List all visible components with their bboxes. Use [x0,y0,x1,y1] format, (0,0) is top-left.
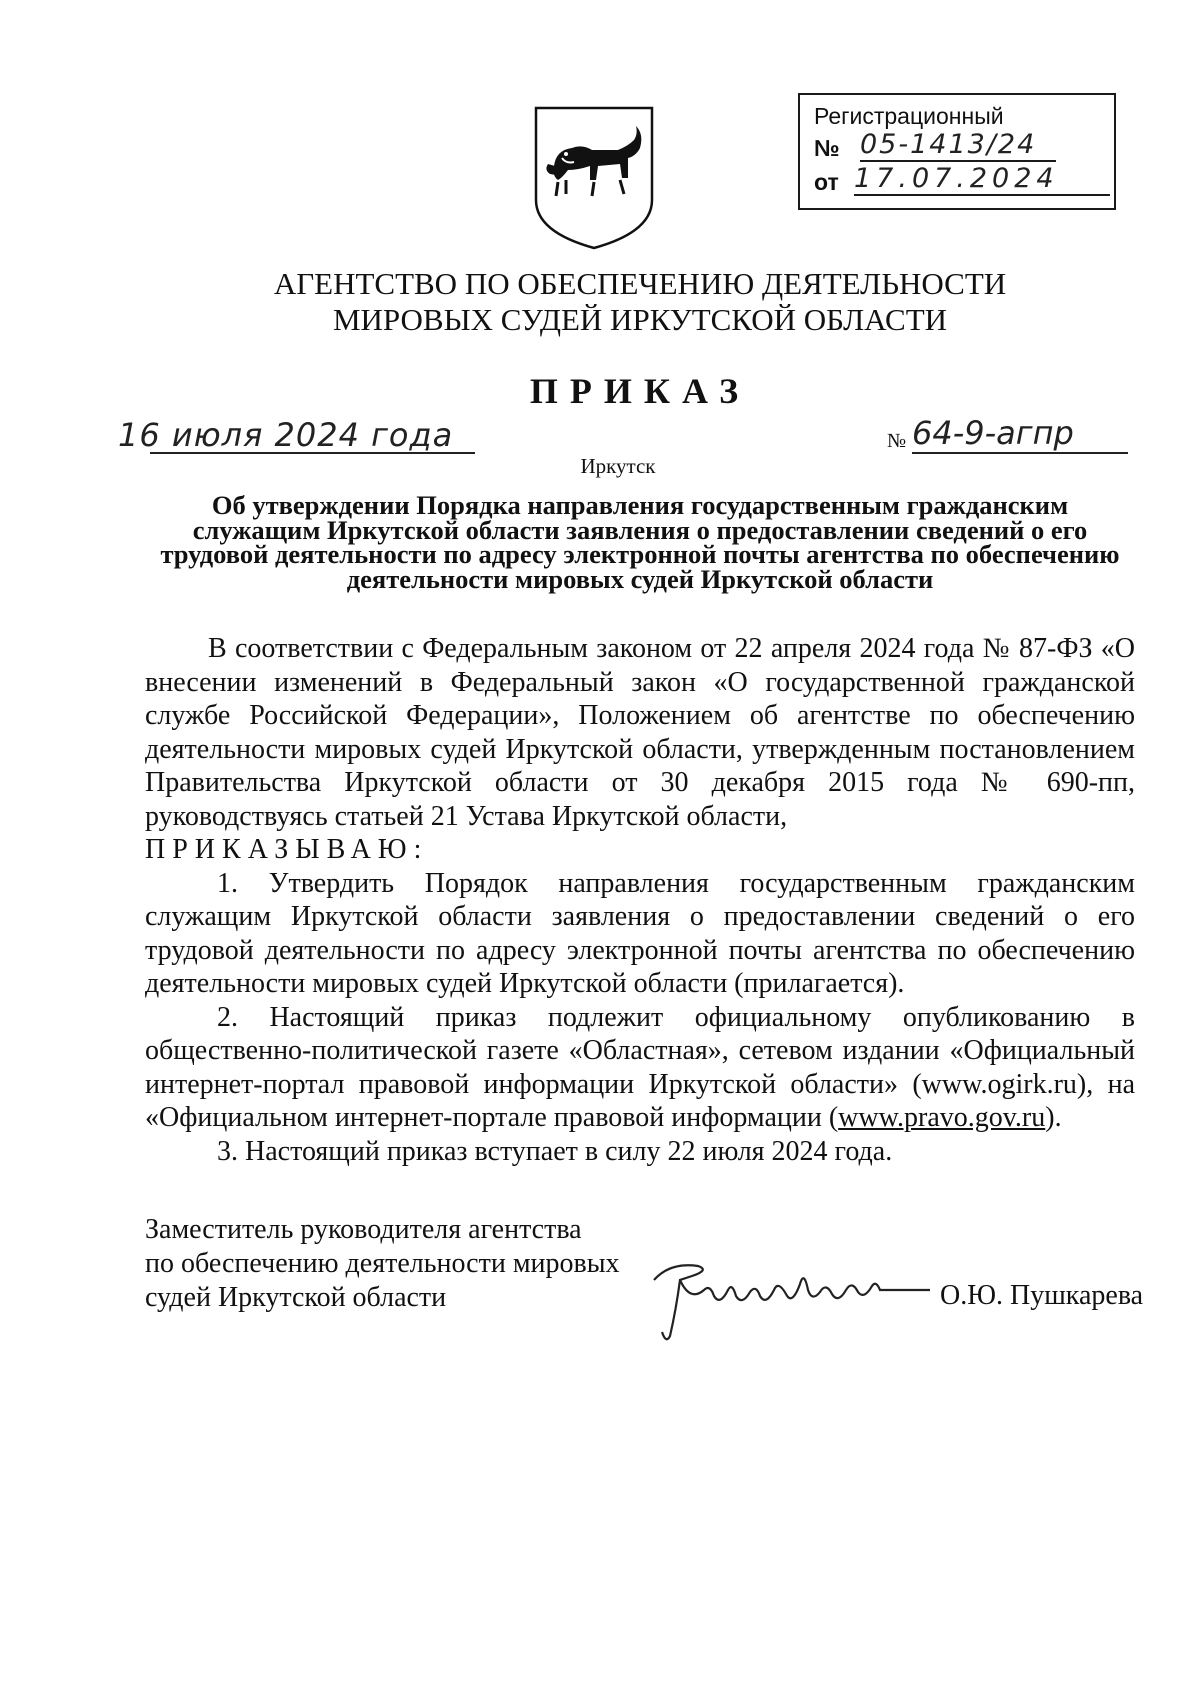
document-type: ПРИКАЗ [529,371,751,411]
registration-stamp [798,93,1116,210]
order-number: 64-9-агпр [912,414,1074,452]
document-subject: Об утверждении Порядка направления государственным гражданским служащим Иркутской области заявления о предоставлении сведений о его трудовой деятельности по адресу электронной почты агентства по обеспечению деятельности мировых судей Иркутской области [160,490,1120,594]
handwritten-signature [640,1240,940,1344]
stamp-title: Регистрационный [814,103,1004,129]
stamp-date-value: 17.07.2024 [854,163,1110,196]
agency-line-1: АГЕНТСТВО ПО ОБЕСПЕЧЕНИЮ ДЕЯТЕЛЬНОСТИ [273,266,1007,301]
item-2-end: ). [1045,1102,1062,1133]
order-date: 16 июля 2024 года [118,416,454,454]
item-1: 1. Утвердить Порядок направления государственным гражданским служащим Иркутской области заявления о предоставлении сведений о его трудовой деятельности по адресу электронной почты агентства по обеспечению деятельности мировых судей Иркутской области (прилагается). [145,867,1135,999]
pravo-gov-link[interactable]: www.pravo.gov.ru [838,1102,1046,1133]
order-date-underline [150,452,475,454]
signer-name: О.Ю. Пушкарева [940,1280,1144,1311]
preamble: В соответствии с Федеральным законом от 22 апреля 2024 года № 87-ФЗ «О внесении изменений в Федеральный закон «О государственной гражданской службе Российской Федерации», Положением об агентстве по обеспечению деятельности мировых судей Иркутской области, утвержденным постановлением Правительства Иркутской области от 30 декабря 2015 года № 690-пп, руководствуясь статьей 21 Устава Иркутской области, [145,633,1135,832]
order-number-underline [912,452,1128,454]
item-2-text: 2. Настоящий приказ подлежит официальному опубликованию в общественно-политической газете «Областная», сетевом издании «Официальный интернет-портал правовой информации Иркутской области» (www.ogirk.ru), на «Официальном интернет-портале правовой информации ( [145,1001,1135,1133]
stamp-number-label: № [814,135,840,161]
coat-of-arms-icon [532,104,656,252]
signer-position-line-1: Заместитель руководителя агентства [145,1214,582,1245]
order-number-label: № [887,430,907,452]
signer-position [145,1213,655,1315]
signer-position-line-3: судей Иркутской области [145,1282,447,1313]
item-2 [145,1001,1135,1135]
stamp-number-value: 05-1413/24 [860,129,1056,162]
city: Иркутск [580,454,656,478]
agency-name [200,266,1080,338]
item-3: 3. Настоящий приказ вступает в силу 22 июля 2024 года. [217,1135,893,1167]
stamp-date-label: от [814,169,839,195]
order-word: ПРИКАЗЫВАЮ: [145,834,429,865]
agency-line-2: МИРОВЫХ СУДЕЙ ИРКУТСКОЙ ОБЛАСТИ [332,302,948,337]
signer-position-line-2: по обеспечению деятельности мировых [145,1248,620,1279]
document-body [145,632,1135,1168]
